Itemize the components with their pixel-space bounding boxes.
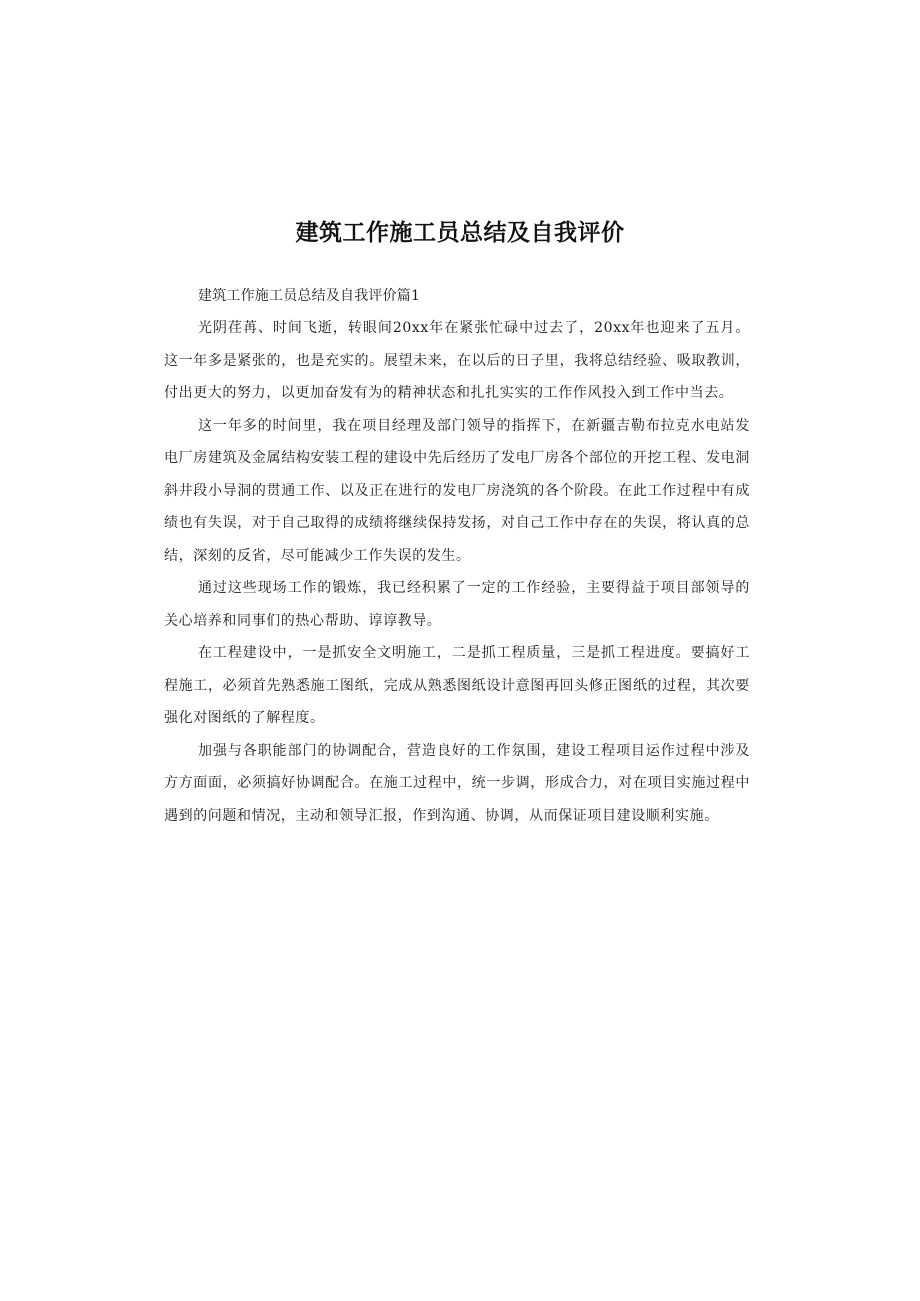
paragraph-5: 加强与各职能部门的协调配合，营造良好的工作氛围，建设工程项目运作过程中涉及方方面面，必须搞好协调配合。在施工过程中，统一步调，形成合力，对在项目实施过程中遇到的问题和情况，主动和领导汇报，作到沟通、协调，从而保证项目建设顺利实施。: [164, 742, 750, 824]
document-title: 建筑工作施工员总结及自我评价: [295, 220, 625, 246]
paragraph-2: 这一年多的时间里，我在项目经理及部门领导的指挥下，在新疆吉勒布拉克水电站发电厂房建筑及金属结构安装工程的建设中先后经历了发电厂房各个部位的开挖工程、发电洞斜井段小导洞的贯通工作、以及正在进行的发电厂房浇筑的各个阶段。在此工作过程中有成绩也有失误，对于自己取得的成绩将继续保持发扬，对自己工作中存在的失误，将认真的总结，深刻的反省，尽可能减少工作失误的发生。: [164, 417, 750, 564]
section-heading: 建筑工作施工员总结及自我评价篇1: [198, 288, 421, 304]
paragraph-4: 在工程建设中，一是抓安全文明施工，二是抓工程质量，三是抓工程进度。要搞好工程施工，必须首先熟悉施工图纸，完成从熟悉图纸设计意图再回头修正图纸的过程，其次要强化对图纸的了解程度。: [164, 645, 750, 726]
document-body: [164, 280, 750, 832]
paragraph-1: 光阴荏苒、时间飞逝，转眼间20xx年在紧张忙碌中过去了，20xx年也迎来了五月。这一年多是紧张的，也是充实的。展望未来，在以后的日子里，我将总结经验、吸取教训，付出更大的努力，以更加奋发有为的精神状态和扎扎实实的工作作风投入到工作中当去。: [164, 320, 750, 401]
paragraph-3: 通过这些现场工作的锻炼，我已经积累了一定的工作经验，主要得益于项目部领导的关心培养和同事们的热心帮助、谆谆教导。: [164, 580, 750, 629]
